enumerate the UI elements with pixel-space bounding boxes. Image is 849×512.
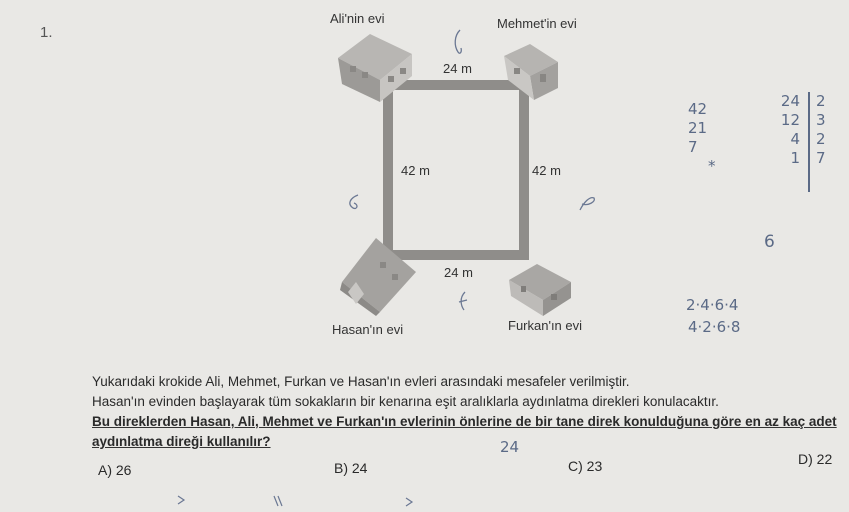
top-distance: 24 m	[443, 61, 472, 76]
handwritten-row-1: 2·4·6·4	[686, 296, 739, 314]
checkmark-icon	[404, 496, 416, 508]
road-right	[519, 80, 529, 260]
hasan-house-label: Hasan'ın evi	[332, 322, 404, 337]
question-number: 1.	[40, 24, 53, 41]
option-a[interactable]: A) 26	[98, 462, 132, 478]
left-distance: 42 m	[401, 163, 430, 178]
question-line-2: Hasan'ın evinden başlayarak tüm sokakların bir kenarına eşit aralıklarla aydınlatma direkleri konulacaktır.	[92, 394, 719, 409]
checkmark-icon	[176, 494, 188, 506]
furkan-house-icon	[505, 260, 577, 318]
option-c[interactable]: C) 23	[568, 458, 603, 474]
question-line-3: Bu direklerden Hasan, Ali, Mehmet ve Furkan'ın evlerinin önlerine de bir tane direk konulduğuna göre en az kaç adet	[92, 414, 837, 429]
ali-house-icon	[330, 28, 420, 108]
mehmet-house-label: Mehmet'in evi	[497, 16, 577, 31]
pencil-mark-icon	[450, 28, 466, 58]
checkmark-icon	[272, 494, 286, 508]
division-line	[808, 92, 810, 192]
right-distance: 42 m	[532, 163, 561, 178]
furkan-house-label: Furkan'ın evi	[508, 318, 583, 333]
option-b[interactable]: B) 24	[334, 460, 368, 476]
question-line-1: Yukarıdaki krokide Ali, Mehmet, Furkan ve Hasan'ın evleri arasındaki mesafeler verilmiştir.	[92, 374, 630, 389]
question-text	[92, 372, 842, 452]
factor-column-divisors: 2 3 2 7	[816, 92, 826, 167]
hasan-house-icon	[336, 232, 422, 318]
handwritten-answer-note: 24	[500, 438, 520, 456]
pencil-mark-icon	[344, 192, 362, 212]
question-line-4: aydınlatma direği kullanılır?	[92, 434, 271, 449]
handwritten-six: 6	[764, 232, 775, 252]
factor-column-24: 24 12 4 1	[780, 92, 800, 167]
handwritten-row-2: 4·2·6·8	[688, 318, 741, 336]
mehmet-house-icon	[500, 40, 562, 106]
pencil-mark-icon	[455, 290, 471, 312]
bottom-distance: 24 m	[444, 265, 473, 280]
pencil-mark-icon	[576, 190, 598, 214]
factor-column-42: 42 21 7 *	[688, 100, 716, 175]
option-d[interactable]: D) 22	[798, 451, 833, 467]
ali-house-label: Ali'nin evi	[330, 11, 385, 26]
